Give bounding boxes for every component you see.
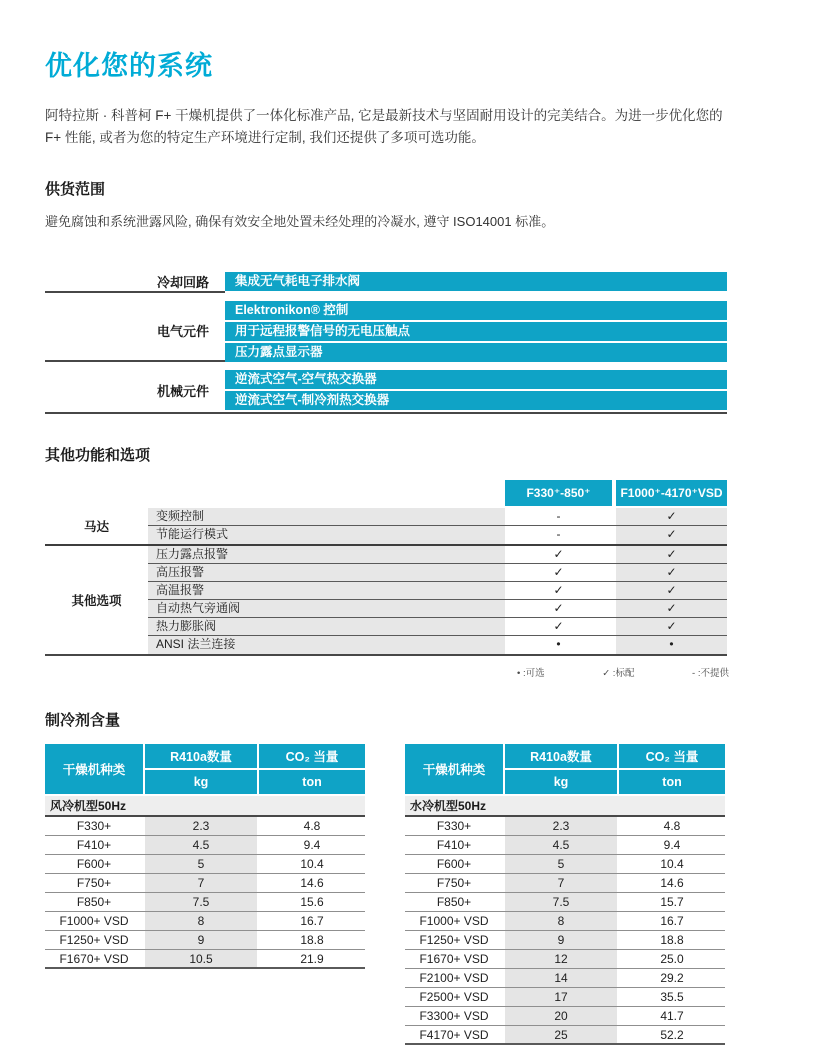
r410a-unit-header: kg [505,770,617,794]
supply-group-electrical [45,301,727,362]
table-row [45,836,365,855]
kg-cell: 9 [145,931,257,949]
option-row [148,508,727,526]
model-cell: F2500+ VSD [419,990,489,1005]
options-group [45,546,727,654]
model-cell: F1000+ VSD [59,914,129,929]
ton-cell: 10.4 [660,857,684,872]
option-value-f1000-4170-vsd: ✓ [616,526,727,544]
table-subheader-water-cooled-50hz: 水冷机型50Hz [405,796,725,817]
kg-cell: 14 [505,969,617,987]
co2-column-header [259,744,365,794]
option-row [148,582,727,600]
options-group-label: 马达 [83,520,109,535]
ton-cell: 15.7 [660,895,684,910]
refrigerant-table-air-cooled [45,744,365,1045]
model-cell: F850+ [76,895,112,910]
option-row [148,600,727,618]
table-header [45,744,365,794]
supply-scope-table [45,272,727,414]
supply-items [225,272,727,293]
ton-cell: 14.6 [660,876,684,891]
co2-equivalent-header: CO₂ 当量 [259,744,365,768]
kg-cell: 20 [505,1007,617,1025]
kg-cell: 2.3 [145,817,257,835]
table-row [45,893,365,912]
column-header-f1000-4170-vsd: F1000⁺-4170⁺VSD [616,480,727,506]
table-header [405,744,725,794]
kg-cell: 5 [145,855,257,873]
table-row [405,855,725,874]
refrigerant-tables [45,744,727,1045]
supply-item: 逆流式空气-制冷剂热交换器 [225,391,727,410]
supply-item: 逆流式空气-空气热交换器 [225,370,727,389]
model-cell: F410+ [436,838,472,853]
r410a-qty-header: R410a数量 [145,744,257,768]
ton-cell: 10.4 [300,857,324,872]
ton-cell: 9.4 [663,838,681,853]
table-row [405,817,725,836]
options-table-body [45,508,727,654]
ton-cell: 18.8 [300,933,324,948]
table-row [405,931,725,950]
table-row [45,874,365,893]
table-row [405,969,725,988]
option-feature-label: 节能运行模式 [148,526,505,544]
symbol-legend [517,665,729,679]
model-cell: F1670+ VSD [419,952,489,967]
ton-cell: 4.8 [303,819,321,834]
table-row [45,931,365,950]
table-row [405,988,725,1007]
model-cell: F750+ [436,876,472,891]
column-header-f330-850: F330⁺-850⁺ [505,480,612,506]
refrigerant-table-water-cooled [405,744,725,1045]
kg-cell: 8 [145,912,257,930]
option-value-f330-850: ✓ [553,565,564,580]
option-value-f330-850: ✓ [553,583,564,598]
model-cell: F1670+ VSD [59,952,129,967]
kg-cell: 7 [505,874,617,892]
option-row [148,546,727,564]
option-row [148,618,727,636]
table-body [405,817,725,1045]
option-feature-label: 高温报警 [148,582,505,599]
ton-cell: 21.9 [300,952,324,967]
option-feature-label: 压力露点报警 [148,546,505,563]
supply-item: 集成无气耗电子排水阀 [225,272,727,291]
supply-items [225,301,727,362]
table-row [405,912,725,931]
option-row [148,564,727,582]
ton-cell: 4.8 [663,819,681,834]
page-title: 优化您的系统 [45,51,213,81]
model-cell: F2100+ VSD [419,971,489,986]
ton-cell: 15.6 [300,895,324,910]
kg-cell: 25 [505,1026,617,1043]
model-cell: F1000+ VSD [419,914,489,929]
kg-cell: 8 [505,912,617,930]
supply-item: 用于远程报警信号的无电压触点 [225,322,727,341]
table-row [405,1007,725,1026]
option-value-f1000-4170-vsd: ✓ [616,546,727,563]
r410a-column-header [505,744,617,794]
ton-cell: 35.5 [660,990,684,1005]
co2-unit-header: ton [259,770,365,794]
options-group-rows [148,546,727,654]
kg-cell: 4.5 [145,836,257,854]
table-row [405,1026,725,1045]
r410a-column-header [145,744,257,794]
model-cell: F330+ [76,819,112,834]
table-row [45,855,365,874]
table-subheader-air-cooled-50hz: 风冷机型50Hz [45,796,365,817]
legend-item: ✓ :标配 [602,668,635,680]
supply-group-label: 电气元件 [45,301,225,362]
option-feature-label: 热力膨胀阀 [148,618,505,635]
option-value-f330-850: - [556,509,561,524]
supply-group-mechanical [45,370,727,410]
ton-cell: 9.4 [303,838,321,853]
model-cell: F1250+ VSD [419,933,489,948]
option-value-f1000-4170-vsd: ✓ [616,618,727,635]
kg-cell: 10.5 [145,950,257,967]
header-spacer [45,480,505,506]
supply-items [225,370,727,410]
r410a-unit-header: kg [145,770,257,794]
supply-item: 压力露点显示器 [225,343,727,362]
ton-cell: 41.7 [660,1009,684,1024]
option-value-f1000-4170-vsd: ✓ [616,508,727,525]
legend-item: - :不提供 [692,668,729,680]
ton-cell: 29.2 [660,971,684,986]
model-cell: F410+ [76,838,112,853]
options-heading: 其他功能和选项 [45,447,151,465]
option-value-f1000-4170-vsd: ✓ [616,600,727,617]
kg-cell: 5 [505,855,617,873]
co2-unit-header: ton [619,770,725,794]
option-value-f330-850: - [556,527,561,542]
legend-item: • :可选 [517,668,545,680]
supply-group-label: 冷却回路 [45,272,225,293]
kg-cell: 12 [505,950,617,968]
option-value-f1000-4170-vsd: ✓ [616,564,727,581]
kg-cell: 7 [145,874,257,892]
ton-cell: 25.0 [660,952,684,967]
kg-cell: 2.3 [505,817,617,835]
table-row [405,836,725,855]
co2-column-header [619,744,725,794]
ton-cell: 14.6 [300,876,324,891]
option-value-f330-850: ✓ [553,619,564,634]
model-cell: F1250+ VSD [59,933,129,948]
option-value-f330-850: ✓ [553,547,564,562]
kg-cell: 7.5 [145,893,257,911]
table-row [45,912,365,931]
model-cell: F330+ [436,819,472,834]
dryer-type-header: 干燥机种类 [45,744,143,794]
table-row [405,874,725,893]
table-row [405,950,725,969]
supply-item: Elektronikon® 控制 [225,301,727,320]
model-cell: F850+ [436,895,472,910]
ton-cell: 52.2 [660,1028,684,1043]
options-group-label: 其他选项 [71,594,122,609]
option-value-f1000-4170-vsd: • [616,636,727,654]
option-row [148,526,727,544]
option-feature-label: 自动热气旁通阀 [148,600,505,617]
options-group-rows [148,508,727,544]
model-cell: F600+ [436,857,472,872]
scope-description: 避免腐蚀和系统泄露风险, 确保有效安全地处置未经处理的冷凝水, 遵守 ISO14001 标准。 [45,214,555,230]
model-cell: F750+ [76,876,112,891]
option-row [148,636,727,654]
table-row [405,893,725,912]
ton-cell: 16.7 [660,914,684,929]
supply-group-label: 机械元件 [156,383,209,399]
table-row [45,817,365,836]
option-value-f330-850: • [556,637,561,652]
options-table-header [45,480,727,506]
option-feature-label: 高压报警 [148,564,505,581]
ton-cell: 16.7 [300,914,324,929]
kg-cell: 9 [505,931,617,949]
r410a-qty-header: R410a数量 [505,744,617,768]
model-cell: F4170+ VSD [419,1028,489,1043]
dryer-type-header: 干燥机种类 [405,744,503,794]
options-group [45,508,727,544]
refrigerant-heading: 制冷剂含量 [45,712,121,730]
model-cell: F600+ [76,857,112,872]
option-feature-label: ANSI 法兰连接 [148,636,505,654]
supply-group-cooling-circuit [45,272,727,293]
kg-cell: 17 [505,988,617,1006]
intro-paragraph: 阿特拉斯 · 科普柯 F+ 干燥机提供了一体化标准产品, 它是最新技术与坚固耐用设计的完美结合。为进一步优化您的 F+ 性能, 或者为您的特定生产环境进行定制, 我们还提供了多项可选功能。 [45,108,723,145]
co2-equivalent-header: CO₂ 当量 [619,744,725,768]
kg-cell: 7.5 [505,893,617,911]
option-value-f330-850: ✓ [553,601,564,616]
option-feature-label: 变频控制 [148,508,505,525]
model-cell: F3300+ VSD [419,1009,489,1024]
kg-cell: 4.5 [505,836,617,854]
options-table [45,480,727,656]
option-value-f1000-4170-vsd: ✓ [616,582,727,599]
ton-cell: 18.8 [660,933,684,948]
table-body [45,817,365,969]
scope-heading: 供货范围 [45,181,106,199]
table-row [45,950,365,969]
